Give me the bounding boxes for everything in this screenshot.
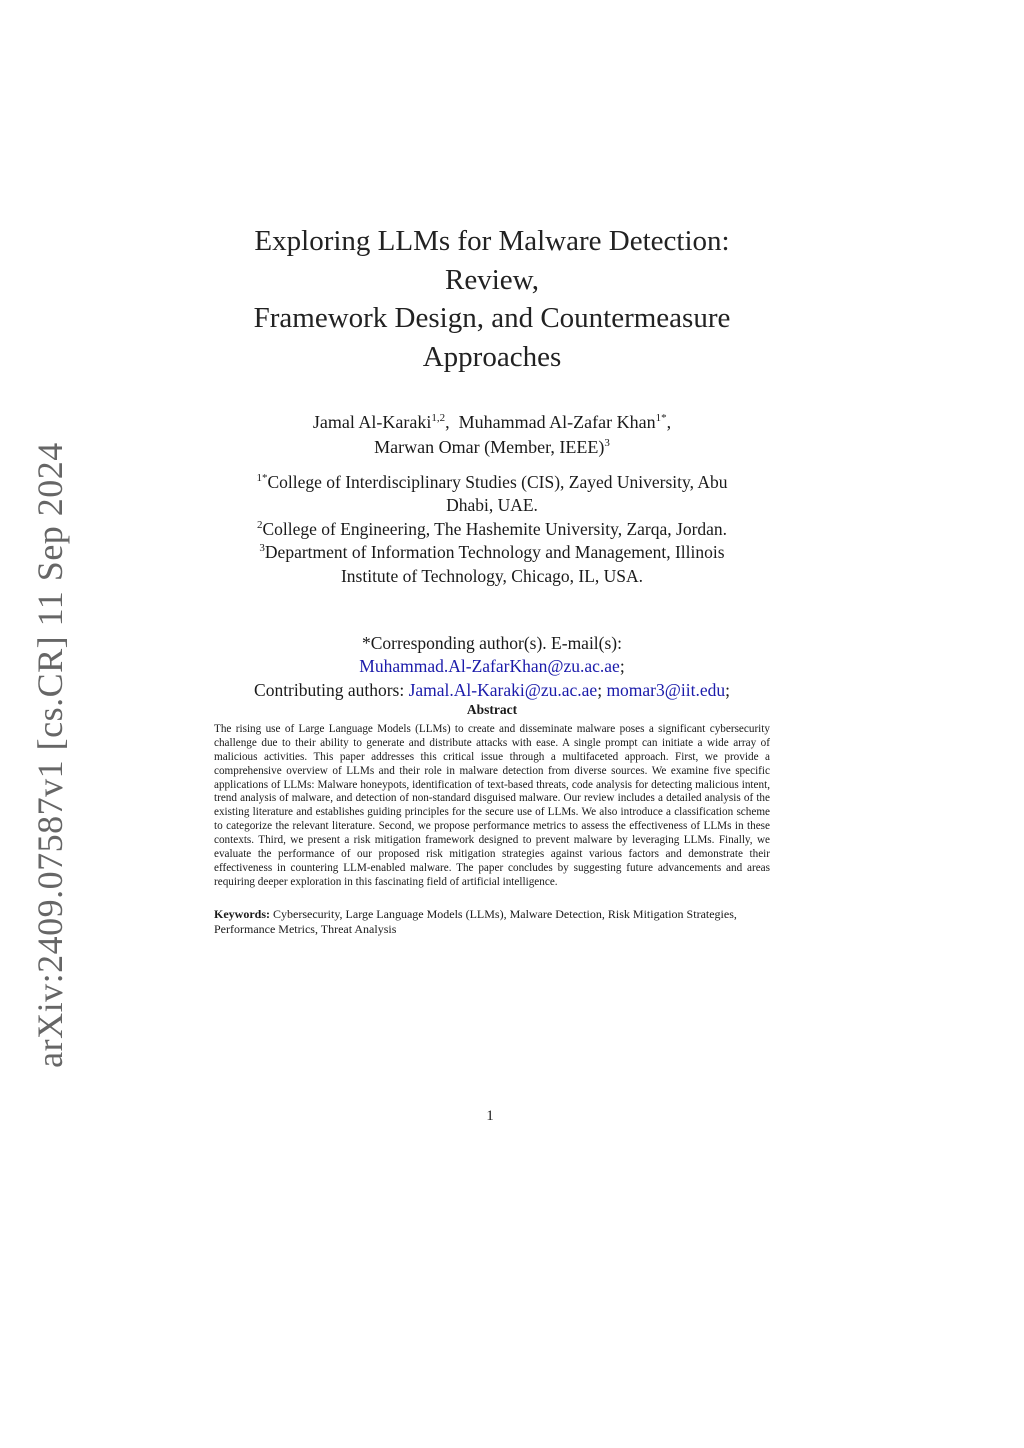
affiliation-item bbox=[210, 518, 774, 541]
affiliation-text: College of Engineering, The Hashemite University, Zarqa, Jordan. bbox=[262, 518, 728, 539]
affiliation-text: Dhabi, UAE. bbox=[446, 495, 538, 516]
contributing-email-link[interactable]: Jamal.Al-Karaki@zu.ac.ae bbox=[408, 679, 598, 700]
correspondence-block: *Corresponding author(s). E-mail(s): Muhammad.Al-ZafarKhan@zu.ac.ae; Contributing authors: Jamal.Al-Karaki@zu.ac.ae; momar3@iit.edu; bbox=[254, 633, 730, 700]
affiliation-list bbox=[210, 471, 774, 588]
contributing-label: Contributing authors: bbox=[254, 679, 405, 700]
abstract-heading: Abstract bbox=[466, 702, 518, 717]
keywords-label: Keywords: bbox=[214, 906, 270, 921]
affiliation-text: Department of Information Technology and Management, Illinois bbox=[264, 542, 725, 563]
keywords-line bbox=[214, 907, 770, 938]
contributing-email-link[interactable]: momar3@iit.edu bbox=[606, 679, 726, 700]
author-affiliation-mark: 3 bbox=[604, 436, 610, 449]
author-affiliation-mark: 1* bbox=[655, 412, 667, 425]
title-line: Exploring LLMs for Malware Detection: Review, bbox=[254, 225, 730, 296]
author-name: Jamal Al-Karaki bbox=[312, 412, 432, 433]
affiliation-item bbox=[210, 541, 774, 588]
author-list: Jamal Al-Karaki$^{1,2}$, Muhammad Al-Zafar Khan$^{1*}$, Marwan Omar (Member, IEEE)$^3$ bbox=[312, 412, 672, 457]
affiliation-text: Institute of Technology, Chicago, IL, USA. bbox=[340, 565, 644, 586]
corresponding-label: *Corresponding author(s). E-mail(s): bbox=[361, 633, 622, 654]
paper-header bbox=[210, 222, 774, 702]
arxiv-side-stamp bbox=[0, 442, 100, 1068]
affiliation-text: College of Interdisciplinary Studies (CIS), Zayed University, Abu bbox=[267, 471, 728, 492]
affiliation-mark: 1* bbox=[256, 472, 268, 485]
author-affiliation-mark: 1,2 bbox=[431, 412, 446, 425]
title-line: Framework Design, and Countermeasure bbox=[253, 302, 731, 335]
abstract-text: The rising use of Large Language Models (LLMs) to create and disseminate malware poses a significant cybersecurity challenge due to their ability to generate and distribute attacks with ease. A single prompt can initiate a wide array of malicious activities. This paper addresses this critical issue through a multifaceted approach. First, we provide a comprehensive overview of LLMs and their role in malware detection from diverse sources. We examine five specific applications of LLMs: Malware honeypots, identification of text-based threats, code analysis for detecting malicious intent, trend analysis of malware, and detection of non-standard disguised malware. Our review includes a detailed analysis of the existing literature and establishes guiding principles for the secure use of LLMs. We also introduce a classification scheme to categorize the relevant literature. Second, we propose performance metrics to assess the effectiveness of LLMs in these contexts. Third, we present a risk mitigation framework designed to prevent malware by leveraging LLMs. Finally, we evaluate the performance of our proposed risk mitigation strategies against various factors and demonstrate their effectiveness in countering LLM-enabled malware. The paper concludes by suggesting future advancements and areas requiring deeper exploration in this fascinating field of artificial intelligence. bbox=[214, 723, 770, 888]
author-name: Marwan Omar (Member, IEEE) bbox=[374, 436, 605, 457]
arxiv-identifier: arXiv:2409.07587v1 [cs.CR] 11 Sep 2024 bbox=[30, 442, 70, 1068]
affiliation-mark: 2 bbox=[256, 518, 263, 531]
affiliation-item bbox=[210, 471, 774, 518]
abstract-section bbox=[214, 702, 770, 938]
paper-title bbox=[210, 222, 774, 376]
title-line: Approaches bbox=[422, 340, 562, 373]
author-name: Muhammad Al-Zafar Khan bbox=[458, 412, 656, 433]
affiliation-mark: 3 bbox=[259, 542, 265, 555]
keywords-text: Cybersecurity, Large Language Models (LLMs), Malware Detection, Risk Mitigation Strategies, Performance Metrics, Threat Analysis bbox=[214, 906, 737, 937]
page-number: 1 bbox=[486, 1108, 494, 1124]
corresponding-email-link[interactable]: Muhammad.Al-ZafarKhan@zu.ac.ae bbox=[359, 656, 620, 677]
